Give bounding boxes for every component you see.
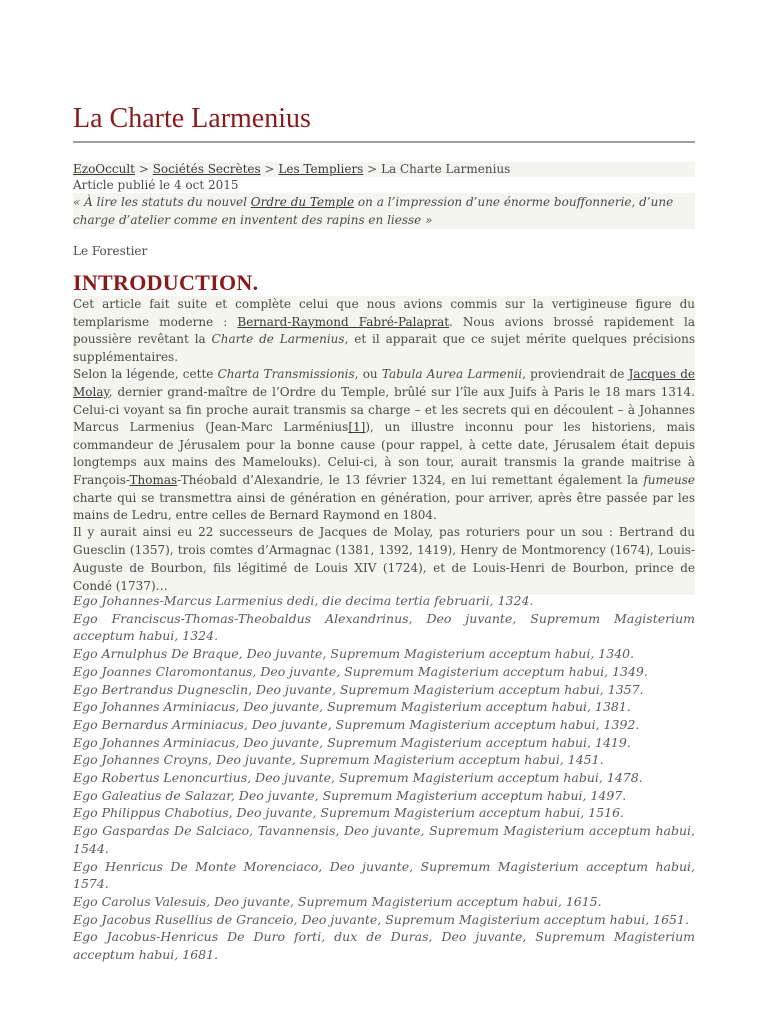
footnote-ref-link[interactable]: [1]: [348, 420, 366, 435]
list-item: Ego Robertus Lenoncurtius, Deo juvante, Supremum Magisterium acceptum habui, 1478.: [73, 770, 643, 786]
thomas-link[interactable]: Thomas: [129, 472, 178, 487]
list-item: Ego Bertrandus Dugnesclin, Deo juvante, Supremum Magisterium acceptum habui, 1357.: [73, 681, 644, 697]
list-item: Ego Arnulphus De Braque, Deo juvante, Supremum Magisterium acceptum habui, 1340.: [73, 646, 635, 662]
paragraph-2: [73, 366, 695, 524]
breadcrumb-home-link[interactable]: EzoOccult: [73, 162, 135, 176]
list-item: Ego Johannes Croyns, Deo juvante, Supremum Magisterium acceptum habui, 1451.: [73, 752, 604, 768]
list-item: Ego Henricus De Monte Morenciaco, Deo juvante, Supremum Magisterium acceptum habui, 1574.: [73, 858, 695, 892]
intro-paragraphs: [73, 296, 695, 525]
breadcrumb-societes-link[interactable]: Sociétés Secrètes: [152, 162, 261, 176]
breadcrumb-separator: >: [264, 162, 275, 176]
text: . Nous avions brossé rapidement la poussière revêtant la: [73, 314, 695, 347]
quote-text-end: on a l’impression d’une énorme bouffonnerie, d’une charge d’atelier comme en inventent des rapins en liesse »: [73, 195, 674, 227]
emphasis: fumeuse: [643, 472, 695, 487]
text: , dernier grand-maître de l’Ordre du Temple, brûlé sur l’île aux Juifs à Paris le 18 mars 1314. Celui-ci voyant sa fin proche aurait transmis sa charge – et les secrets qui en découlent – à Johannes Marcus Larmenius (Jean-Marc Larménius: [73, 384, 695, 435]
paragraph-3: Il y aurait ainsi eu 22 successeurs de Jacques de Molay, pas roturiers pour un sou : Bertrand du Guesclin (1357), trois comtes d’Armagnac (1381, 1392, 1419), Henry de Montmorency (1674), Louis-Auguste de Bourbon, fils légitimé de Louis XIV (1724), et de Louis-Henri de Bourbon, prince de Condé (1737)…: [73, 525, 695, 593]
breadcrumb-templiers-link[interactable]: Les Templiers: [278, 162, 364, 176]
list-item: Ego Joannes Claromontanus, Deo juvante, Supremum Magisterium acceptum habui, 1349.: [73, 663, 648, 679]
paragraph-1: [73, 296, 695, 366]
page-title: La Charte Larmenius: [73, 103, 311, 134]
fabre-palaprat-link[interactable]: Bernard-Raymond Fabré-Palaprat: [237, 314, 450, 329]
quote-author: Le Forestier: [73, 244, 148, 258]
list-item: Ego Johannes Arminiacus, Deo juvante, Supremum Magisterium acceptum habui, 1381.: [73, 699, 631, 715]
quote-text: « À lire les statuts du nouvel: [73, 195, 251, 209]
list-item: Ego Jacobus-Henricus De Duro forti, dux de Duras, Deo juvante, Supremum Magisterium acceptum habui, 1681.: [73, 929, 695, 963]
list-item: Ego Carolus Valesuis, Deo juvante, Supremum Magisterium acceptum habui, 1615.: [73, 893, 602, 909]
list-item: Ego Gaspardas De Salciaco, Tavannensis, Deo juvante, Supremum Magisterium acceptum habui, 1544.: [73, 823, 695, 856]
title-divider: [73, 141, 695, 143]
emphasis: Tabula Aurea Larmenii: [381, 367, 523, 382]
list-item: Ego Galeatius de Salazar, Deo juvante, Supremum Magisterium acceptum habui, 1497.: [73, 787, 627, 803]
breadcrumb-separator: >: [367, 162, 378, 176]
list-item: Ego Philippus Chabotius, Deo juvante, Supremum Magisterium acceptum habui, 1516.: [73, 805, 625, 821]
text: , et il apparait que ce sujet mérite quelques précisions supplémentaires.: [73, 332, 695, 364]
list-item: Ego Franciscus-Thomas-Theobaldus Alexandrinus, Deo juvante, Supremum Magisterium acceptum habui, 1324.: [73, 610, 695, 644]
list-item: Ego Johannes Arminiacus, Deo juvante, Supremum Magisterium acceptum habui, 1419.: [73, 734, 631, 750]
jacques-de-molay-link[interactable]: Jacques de Molay: [73, 367, 695, 399]
text: , ou: [354, 367, 382, 382]
publish-date: Article publié le 4 oct 2015: [73, 178, 239, 192]
text: , proviendrait de: [522, 367, 629, 382]
emphasis: Charte de Larmenius: [211, 332, 345, 347]
text: Cet article fait suite et complète celui que nous avions commis sur la vertigineuse figure du templarisme moderne :: [73, 297, 695, 329]
text: -Théobald d’Alexandrie, le 13 février 1324, en lui remettant également la: [177, 472, 644, 487]
list-item: Ego Jacobus Rusellius de Granceio, Deo juvante, Supremum Magisterium acceptum habui, 1651.: [73, 911, 689, 927]
section-heading: INTRODUCTION.: [73, 270, 259, 295]
list-item: Ego Bernardus Arminiacus, Deo juvante, Supremum Magisterium acceptum habui, 1392.: [73, 716, 640, 732]
breadcrumb: [73, 162, 695, 177]
epigraph-quote: [73, 193, 695, 229]
grand-masters-list: [73, 592, 695, 964]
text: Selon la légende, cette: [73, 367, 218, 382]
emphasis: Charta Transmissionis: [217, 367, 355, 382]
breadcrumb-separator: >: [138, 162, 149, 176]
breadcrumb-current: La Charte Larmenius: [381, 162, 511, 176]
list-item: Ego Johannes-Marcus Larmenius dedi, die decima tertia februarii, 1324.: [73, 593, 534, 608]
text: ), un illustre inconnu pour les historiens, mais commandeur de Jérusalem pour la bonne cause (pour rappel, à cette date, Jérusalem était depuis longtemps aux mains des Mamelouks). Celui-ci, à son tour, aurait transmis la grande maitrise à François-: [73, 420, 696, 487]
text: charte qui se transmettra ainsi de génération en génération, pour arriver, après être passée par les mains de Ledru, entre celles de Bernard Raymond en 1804.: [73, 490, 695, 523]
ordre-du-temple-link[interactable]: Ordre du Temple: [250, 195, 355, 209]
